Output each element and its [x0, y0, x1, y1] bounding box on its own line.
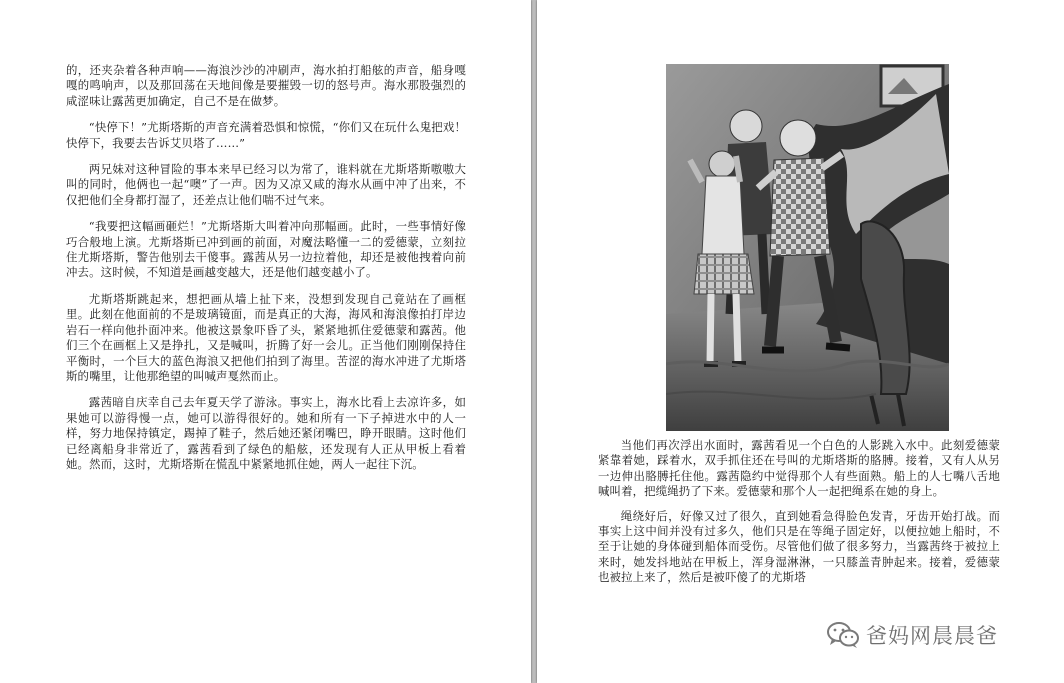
- paragraph: 当他们再次浮出水面时，露茜看见一个白色的人影跳入水中。此刻爱德蒙紧靠着她，踩着水，双手抓住还在号叫的尤斯塔斯的胳膊。接着，又有人从另一边伸出胳膊托住他。露茜隐约中觉得那个人有些面熟。船上的人七嘴八舌地喊叫着，把缆绳扔了下来。爱德蒙和那个人一起把绳系在她的身上。: [598, 438, 1000, 499]
- paragraph: “快停下！”尤斯塔斯的声音充满着恐惧和惊慌，“你们又在玩什么鬼把戏！快停下，我要去告诉艾贝塔了……”: [66, 120, 466, 150]
- wechat-icon: [826, 621, 860, 649]
- paragraph: “我要把这幅画砸烂！”尤斯塔斯大叫着冲向那幅画。此时，一些事情好像巧合般地上演。尤斯塔斯已冲到画的前面，对魔法略懂一二的爱德蒙，立刻拉住尤斯塔斯，警告他别去干傻事。露茜从另一边拉着他，却还是被他拽着向前冲去。这时候，不知道是画越变越大，还是他们越变越小了。: [66, 219, 466, 280]
- paragraph: 露茜暗自庆幸自己去年夏天学了游泳。事实上，海水比看上去凉许多，如果她可以游得慢一点，她可以游得很好的。她和所有一下子掉进水中的人一样，努力地保持镇定，踢掉了鞋子，然后她还紧闭嘴巴，睁开眼睛。这时他们已经离船身非常近了，露茜看到了绿色的船舷，还发现有人正从甲板上看着她。然而，这时，尤斯塔斯在慌乱中紧紧地抓住她，两人一起往下沉。: [66, 395, 466, 471]
- watermark: [826, 620, 998, 650]
- paragraph: 尤斯塔斯跳起来，想把画从墙上扯下来，没想到发现自己竟站在了画框里。此刻在他面前的不是玻璃镜面，而是真正的大海，海风和海浪像拍打岸边岩石一样向他扑面冲来。他被这景象吓昏了头，紧紧地抓住爱德蒙和露茜。他们三个在画框上又是挣扎，又是喊叫，折腾了好一会儿。正当他们刚刚保持住平衡时，一个巨大的蓝色海浪又把他们拍到了海里。苦涩的海水冲进了尤斯塔斯的嘴里，让他那绝望的叫喊声戛然而止。: [66, 291, 466, 383]
- paragraph: 绳绕好后，好像又过了很久，直到她看急得脸色发青，牙齿开始打战。而事实上这中间并没有过多久，他们只是在等绳子固定好，以便拉她上船时，不至于让她的身体碰到船体而受伤。尽管他们做了很多努力，当露茜终于被拉上来时，她发抖地站在甲板上，浑身湿淋淋，一只膝盖青肿起来。接着，爱德蒙也被拉上来了，然后是被吓傻了的尤斯塔: [598, 508, 1000, 585]
- paragraph: 两兄妹对这种冒险的事本来早已经习以为常了，谁料就在尤斯塔斯嗷嗷大叫的同时，他俩也一起“噢”了一声。因为又凉又咸的海水从画中冲了出来，不仅把他们全身都打湿了，还差点让他们喘不过气来。: [66, 162, 466, 207]
- story-illustration: [666, 64, 949, 431]
- watermark-text: 爸妈网晨晨爸: [866, 624, 998, 648]
- right-page-text: [598, 438, 1000, 595]
- left-page-text: [66, 63, 466, 483]
- paragraph: 的，还夹杂着各种声响——海浪沙沙的冲刷声，海水拍打船舷的声音，船身嘎嘎的鸣响声，以及那回荡在天地间像是要摧毁一切的怒号声。海水那股强烈的咸涩味让露茜更加确定，自己不是在做梦。: [66, 63, 466, 108]
